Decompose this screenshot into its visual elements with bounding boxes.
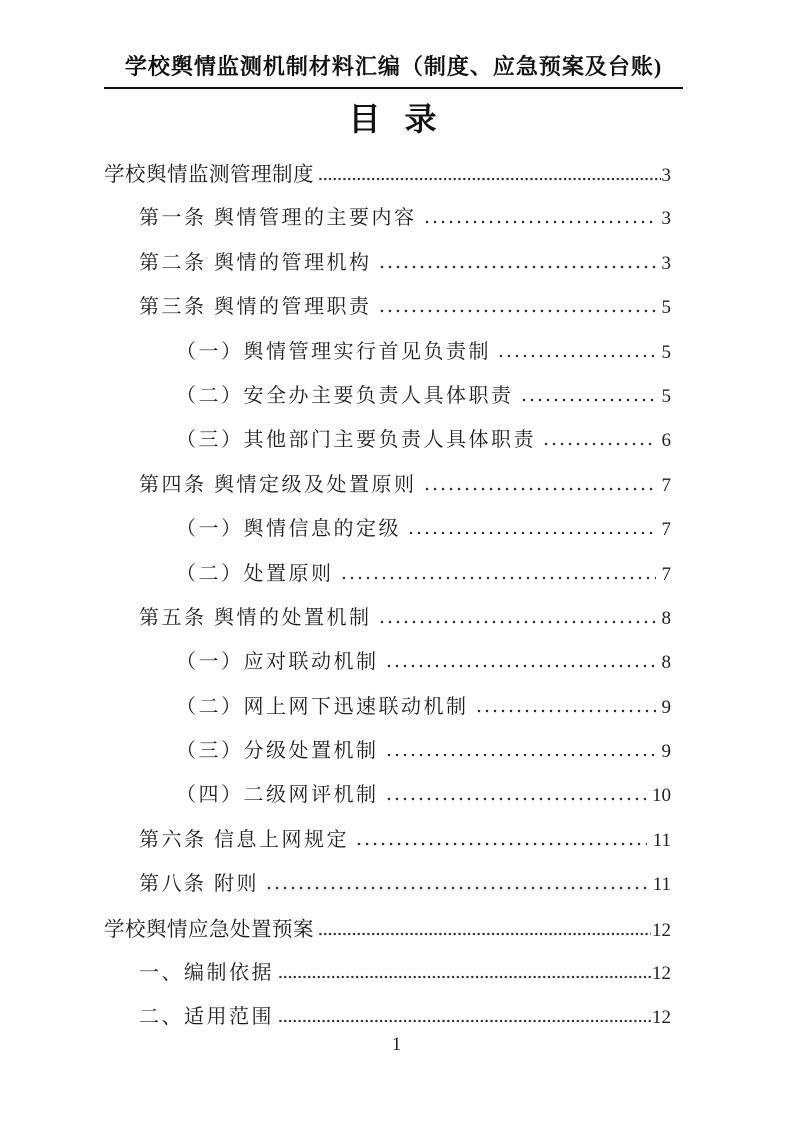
toc-entry[interactable]: [104, 912, 671, 956]
toc-entry-title: （一）舆情信息的定级: [176, 518, 401, 541]
toc-entry-title: （一）应对联动机制: [176, 651, 379, 674]
toc-entry-page-number: 8: [661, 607, 671, 629]
toc-leader-dots: [278, 1019, 651, 1023]
toc-leader-dots: [355, 842, 647, 846]
toc-entry-title: （二）网上网下迅速联动机制: [176, 695, 469, 718]
toc-entry[interactable]: [176, 778, 671, 822]
toc-entry-page-number: 11: [652, 829, 671, 851]
toc-leader-dots: [318, 177, 661, 181]
toc-entry[interactable]: [139, 201, 671, 245]
toc-entry-page-number: 3: [661, 165, 671, 186]
toc-entry-title: （三）分级处置机制: [176, 740, 379, 763]
toc-entry[interactable]: [176, 690, 671, 734]
toc-entry-title: （一）舆情管理实行首见负责制: [176, 340, 491, 363]
toc-entry-page-number: 12: [652, 963, 671, 985]
toc-leader-dots: [378, 309, 656, 313]
toc-leader-dots: [385, 753, 656, 757]
toc-list: [104, 157, 671, 1045]
toc-leader-dots: [407, 531, 656, 535]
toc-entry[interactable]: [176, 512, 671, 556]
toc-entry-title: 一、编制依据: [139, 962, 274, 985]
toc-entry-title: 第一条 舆情管理的主要内容: [139, 207, 417, 230]
toc-entry[interactable]: [176, 734, 671, 778]
toc-leader-dots: [378, 620, 656, 624]
toc-entry-title: 二、适用范围: [139, 1006, 274, 1029]
toc-entry[interactable]: [139, 468, 671, 512]
toc-leader-dots: [475, 709, 656, 713]
toc-leader-dots: [423, 487, 656, 491]
toc-entry-page-number: 11: [652, 874, 671, 896]
toc-entry[interactable]: [139, 823, 671, 867]
toc-entry[interactable]: [139, 246, 671, 290]
toc-entry-title: 第五条 舆情的处置机制: [139, 606, 372, 629]
toc-entry-page-number: 9: [661, 696, 671, 718]
toc-entry-page-number: 12: [652, 1007, 671, 1029]
toc-leader-dots: [265, 886, 647, 890]
toc-entry-title: 第三条 舆情的管理职责: [139, 296, 372, 319]
toc-entry[interactable]: [176, 379, 671, 423]
toc-entry[interactable]: [176, 557, 671, 601]
toc-leader-dots: [318, 932, 651, 936]
toc-leader-dots: [497, 354, 656, 358]
toc-entry-page-number: 9: [661, 741, 671, 763]
toc-entry[interactable]: [176, 423, 671, 467]
toc-leader-dots: [520, 398, 656, 402]
toc-entry[interactable]: [139, 956, 671, 1000]
toc-leader-dots: [385, 797, 647, 801]
document-header: [104, 50, 683, 89]
toc-page-title: 目 录: [348, 101, 445, 137]
toc-entry[interactable]: [139, 601, 671, 645]
toc-entry-page-number: 5: [661, 341, 671, 363]
toc-leader-dots: [542, 442, 656, 446]
toc-entry-title: （三）其他部门主要负责人具体职责: [176, 429, 536, 452]
toc-entry-page-number: 12: [652, 919, 671, 941]
toc-entry[interactable]: [139, 867, 671, 911]
toc-entry-title: 第二条 舆情的管理机构: [139, 251, 372, 274]
toc-leader-dots: [278, 975, 651, 979]
toc-leader-dots: [340, 576, 656, 580]
toc-entry-title: （二）处置原则: [176, 562, 334, 585]
toc-leader-dots: [378, 265, 656, 269]
toc-entry-page-number: 7: [661, 563, 671, 585]
toc-entry-page-number: 10: [652, 785, 671, 807]
toc-entry-title: （二）安全办主要负责人具体职责: [176, 384, 514, 407]
toc-leader-dots: [385, 664, 656, 668]
toc-entry-title: 学校舆情应急处置预案: [104, 918, 314, 941]
toc-entry[interactable]: [104, 157, 671, 201]
document-header-text: 学校舆情监测机制材料汇编（制度、应急预案及台账): [124, 54, 663, 79]
toc-entry-title: 学校舆情监测管理制度: [104, 164, 314, 186]
toc-leader-dots: [423, 220, 656, 224]
toc-entry-page-number: 3: [661, 252, 671, 274]
toc-entry-title: 第四条 舆情定级及处置原则: [139, 473, 417, 496]
toc-entry[interactable]: [139, 290, 671, 334]
toc-entry-title: （四）二级网评机制: [176, 784, 379, 807]
toc-entry-page-number: 8: [661, 652, 671, 674]
toc-entry-title: 第八条 附则: [139, 873, 259, 896]
footer-page-number: 1: [391, 1034, 402, 1055]
toc-entry[interactable]: [176, 335, 671, 379]
toc-entry-page-number: 7: [661, 519, 671, 541]
toc-entry[interactable]: [176, 645, 671, 689]
toc-entry-page-number: 7: [661, 474, 671, 496]
toc-entry-page-number: 3: [661, 208, 671, 230]
toc-entry-title: 第六条 信息上网规定: [139, 828, 349, 851]
toc-entry-page-number: 5: [661, 385, 671, 407]
toc-entry-page-number: 6: [661, 430, 671, 452]
toc-entry-page-number: 5: [661, 297, 671, 319]
